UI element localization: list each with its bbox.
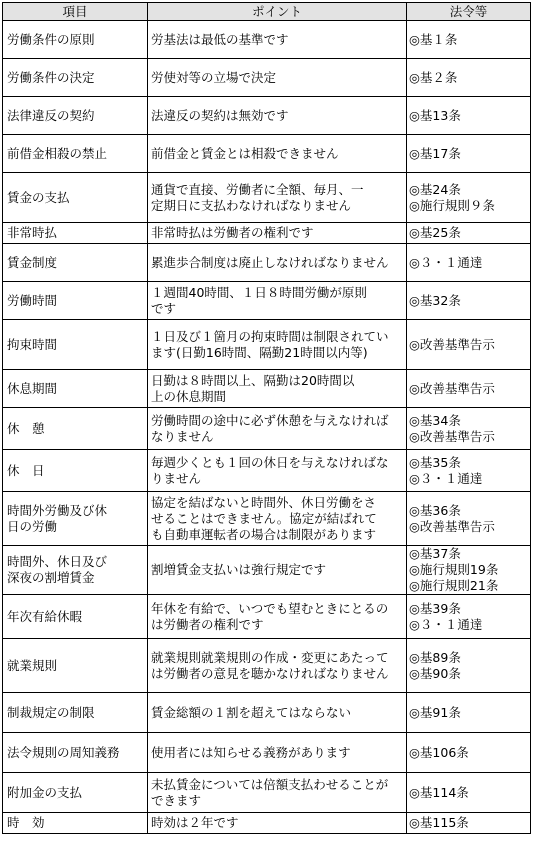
- table-row: [3, 244, 531, 282]
- header-law: 法令等: [407, 3, 531, 21]
- labor-law-table: [2, 2, 531, 834]
- header-row: [3, 3, 531, 21]
- cell-point: 通貨で直接、労働者に全額、毎月、一 定期日に支払わなければなりません: [148, 173, 407, 223]
- law-reference: ◎基35条: [409, 454, 461, 470]
- cell-item: 休 日: [3, 450, 148, 492]
- law-reference: ◎基37条: [409, 546, 461, 561]
- table-row: [3, 733, 531, 773]
- cell-item: 賃金制度: [3, 244, 148, 282]
- law-reference: ◎施行規則19条: [409, 562, 499, 577]
- cell-point: 時効は２年です: [148, 813, 407, 834]
- cell-law: [407, 813, 531, 834]
- cell-point: 未払賃金については倍額支払わせることが できます: [148, 773, 407, 813]
- cell-item: 時間外労働及び休 日の労働: [3, 492, 148, 546]
- law-reference: ◎基25条: [409, 225, 461, 240]
- law-reference: ◎施行規則９条: [409, 197, 495, 213]
- table-row: [3, 21, 531, 59]
- cell-item: 拘束時間: [3, 320, 148, 370]
- cell-law: [407, 408, 531, 450]
- cell-item: 休息期間: [3, 370, 148, 408]
- table-row: [3, 773, 531, 813]
- cell-point: 賃金総額の１割を超えてはならない: [148, 693, 407, 733]
- cell-law: [407, 639, 531, 693]
- cell-law: [407, 320, 531, 370]
- law-reference: ◎改善基準告示: [409, 380, 495, 396]
- cell-item: 附加金の支払: [3, 773, 148, 813]
- table-row: [3, 282, 531, 320]
- cell-point: 累進歩合制度は廃止しなければなりません: [148, 244, 407, 282]
- law-reference: ◎基106条: [409, 744, 469, 760]
- cell-item: 非常時払: [3, 223, 148, 244]
- cell-point: １日及び１箇月の拘束時間は制限されてい ます(日勤16時間、隔勤21時間以内等): [148, 320, 407, 370]
- cell-point: 就業規則就業規則の作成・変更にあたって は労働者の意見を聴かなければなりません: [148, 639, 407, 693]
- law-reference: ◎基34条: [409, 412, 461, 428]
- cell-item: 前借金相殺の禁止: [3, 135, 148, 173]
- cell-law: [407, 773, 531, 813]
- law-reference: ◎基114条: [409, 784, 469, 800]
- law-reference: ◎基32条: [409, 292, 461, 308]
- cell-item: 労働時間: [3, 282, 148, 320]
- cell-item: 労働条件の原則: [3, 21, 148, 59]
- cell-point: 労働時間の途中に必ず休憩を与えなければ なりません: [148, 408, 407, 450]
- cell-law: [407, 97, 531, 135]
- law-reference: ◎改善基準告示: [409, 518, 495, 534]
- cell-point: 年休を有給で、いつでも望むときにとるの は労働者の権利です: [148, 595, 407, 639]
- table-row: [3, 173, 531, 223]
- cell-item: 制裁規定の制限: [3, 693, 148, 733]
- cell-item: 法律違反の契約: [3, 97, 148, 135]
- cell-law: [407, 492, 531, 546]
- cell-point: 毎週少くとも１回の休日を与えなければな りません: [148, 450, 407, 492]
- cell-point: 日勤は８時間以上、隔勤は20時間以 上の休息期間: [148, 370, 407, 408]
- cell-item: 休 憩: [3, 408, 148, 450]
- law-reference: ◎基24条: [409, 181, 461, 197]
- table-body: [3, 21, 531, 834]
- table-row: [3, 546, 531, 595]
- cell-point: 前借金と賃金とは相殺できません: [148, 135, 407, 173]
- table-row: [3, 450, 531, 492]
- law-reference: ◎基２条: [409, 69, 458, 85]
- cell-law: [407, 223, 531, 244]
- cell-item: 時 効: [3, 813, 148, 834]
- table-row: [3, 370, 531, 408]
- table-row: [3, 223, 531, 244]
- cell-point: 非常時払は労働者の権利です: [148, 223, 407, 244]
- table-row: [3, 59, 531, 97]
- table-row: [3, 492, 531, 546]
- table-row: [3, 97, 531, 135]
- law-reference: ◎基89条: [409, 649, 461, 665]
- table-row: [3, 320, 531, 370]
- cell-law: [407, 546, 531, 595]
- law-reference: ◎施行規則21条: [409, 578, 499, 593]
- cell-law: [407, 59, 531, 97]
- law-reference: ◎改善基準告示: [409, 336, 495, 352]
- table-row: [3, 813, 531, 834]
- table-row: [3, 693, 531, 733]
- cell-law: [407, 733, 531, 773]
- law-reference: ◎３・１通達: [409, 616, 483, 632]
- law-reference: ◎基17条: [409, 145, 461, 161]
- law-reference: ◎基36条: [409, 502, 461, 518]
- cell-item: 賃金の支払: [3, 173, 148, 223]
- cell-item: 法令規則の周知義務: [3, 733, 148, 773]
- cell-item: 年次有給休暇: [3, 595, 148, 639]
- cell-point: 法違反の契約は無効です: [148, 97, 407, 135]
- cell-point: 使用者には知らせる義務があります: [148, 733, 407, 773]
- cell-point: 労基法は最低の基準です: [148, 21, 407, 59]
- cell-point: 協定を結ばないと時間外、休日労働をさ せることはできません。協定が結ばれて も自動車運転者の場合は制限があります: [148, 492, 407, 546]
- cell-point: １週間40時間、１日８時間労働が原則 です: [148, 282, 407, 320]
- cell-law: [407, 244, 531, 282]
- cell-law: [407, 282, 531, 320]
- cell-law: [407, 450, 531, 492]
- table-row: [3, 408, 531, 450]
- cell-law: [407, 173, 531, 223]
- law-reference: ◎３・１通達: [409, 470, 483, 486]
- law-reference: ◎基90条: [409, 665, 461, 681]
- law-reference: ◎基91条: [409, 704, 461, 720]
- header-point: ポイント: [148, 3, 407, 21]
- law-reference: ◎３・１通達: [409, 254, 483, 270]
- cell-law: [407, 135, 531, 173]
- law-reference: ◎基１条: [409, 31, 458, 47]
- cell-law: [407, 595, 531, 639]
- header-item: 項目: [3, 3, 148, 21]
- law-reference: ◎基115条: [409, 815, 469, 830]
- cell-item: 就業規則: [3, 639, 148, 693]
- cell-point: 労使対等の立場で決定: [148, 59, 407, 97]
- cell-point: 割増賃金支払いは強行規定です: [148, 546, 407, 595]
- cell-law: [407, 370, 531, 408]
- cell-item: 時間外、休日及び 深夜の割増賃金: [3, 546, 148, 595]
- law-reference: ◎基13条: [409, 107, 461, 123]
- law-reference: ◎改善基準告示: [409, 428, 495, 444]
- table-row: [3, 639, 531, 693]
- cell-law: [407, 21, 531, 59]
- table-row: [3, 135, 531, 173]
- cell-item: 労働条件の決定: [3, 59, 148, 97]
- table-row: [3, 595, 531, 639]
- cell-law: [407, 693, 531, 733]
- law-reference: ◎基39条: [409, 600, 461, 616]
